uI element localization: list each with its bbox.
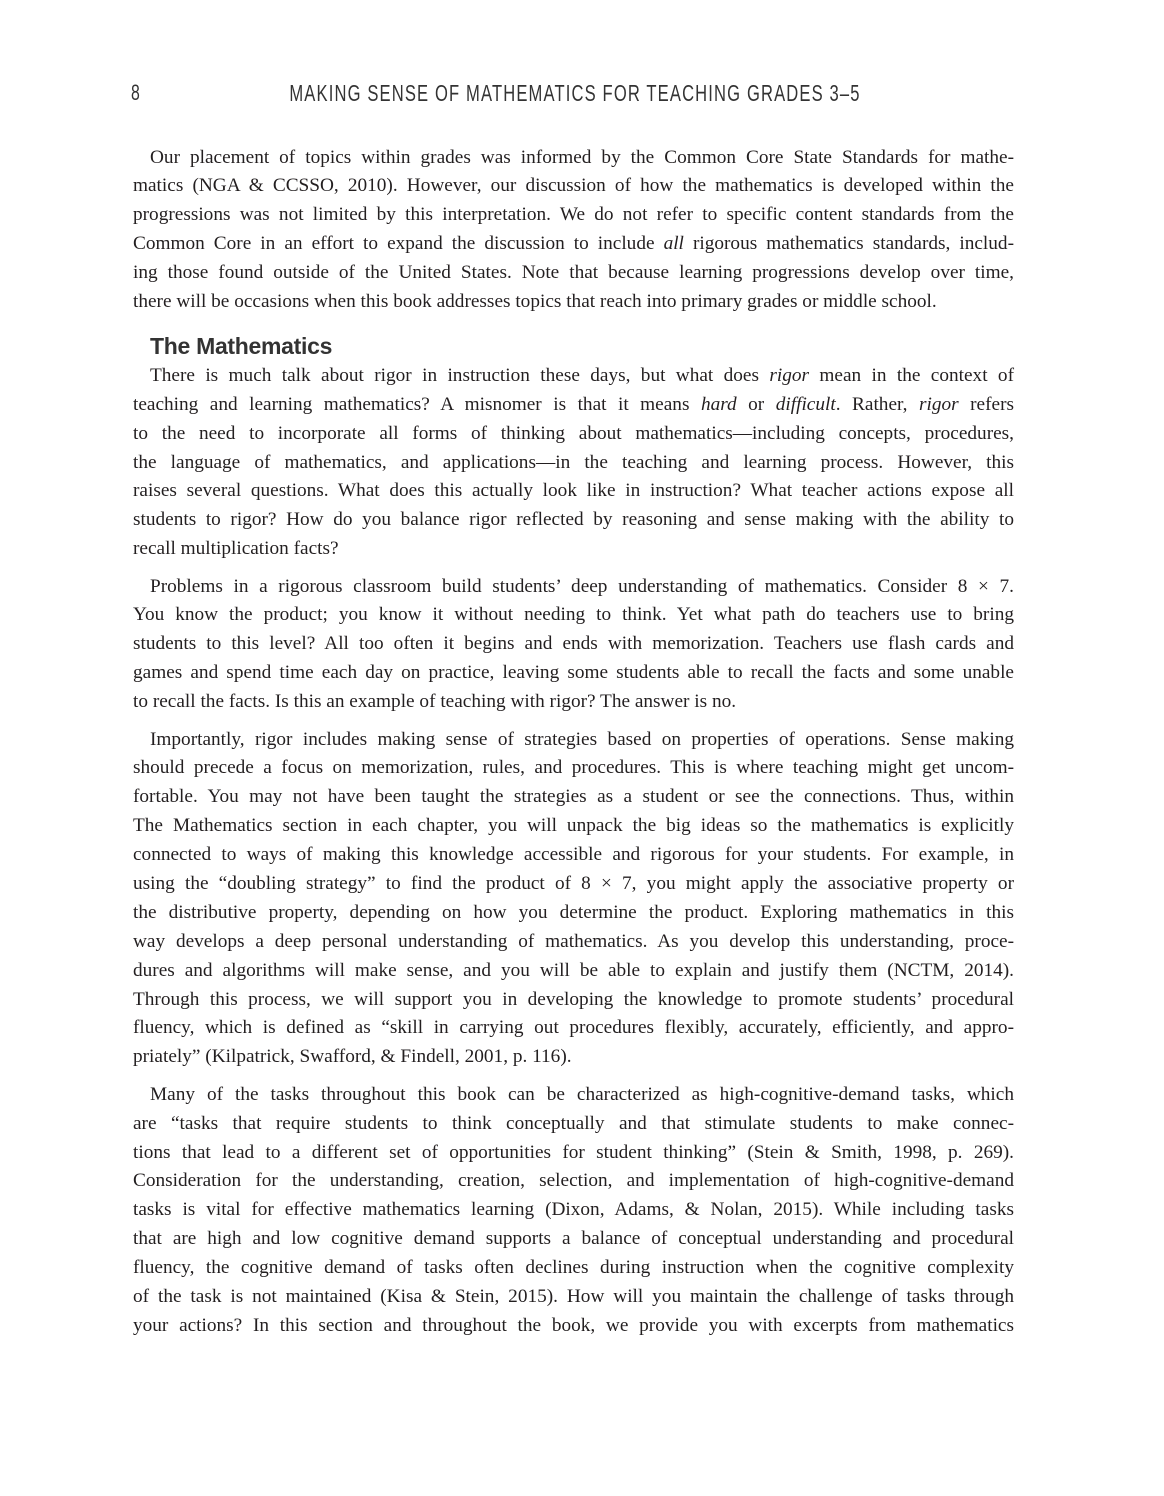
emphasis: difficult	[775, 393, 836, 415]
text-line: games and spend time each day on practice, leaving some students able to recall the facts and some unable	[133, 662, 1014, 684]
text-line: students to rigor? How do you balance rigor reflected by reasoning and sense making with the ability to	[133, 509, 1014, 531]
page-number: 8	[131, 80, 140, 105]
page-body	[133, 144, 1014, 1350]
text-line: students to this level? All too often it begins and ends with memorization. Teachers use flash cards and	[133, 633, 1014, 655]
text-line: You know the product; you know it without needing to think. Yet what path do teachers use to bring	[133, 604, 1014, 626]
text-line: ing those found outside of the United States. Note that because learning progressions develop over time,	[133, 262, 1014, 284]
text-line: priately” (Kilpatrick, Swafford, & Findell, 2001, p. 116).	[133, 1046, 572, 1068]
text-line: there will be occasions when this book addresses topics that reach into primary grades or middle school.	[133, 290, 937, 312]
running-head	[0, 78, 1164, 108]
text-line: Common Core in an effort to expand the discussion to include all rigorous mathematics standards, includ-	[133, 233, 1014, 255]
section-body	[133, 362, 1014, 1341]
text-line: connected to ways of making this knowledge accessible and rigorous for your students. For example, in	[133, 844, 1014, 866]
text-line: the language of mathematics, and applications—in the teaching and learning process. However, this	[133, 451, 1014, 473]
text-line: using the “doubling strategy” to find the product of 8 × 7, you might apply the associative property or	[133, 872, 1014, 894]
text-line: the distributive property, depending on how you determine the product. Exploring mathematics in this	[133, 901, 1014, 923]
text-line: fluency, the cognitive demand of tasks often declines during instruction when the cognitive complexity	[133, 1257, 1014, 1279]
text-line: Our placement of topics within grades was informed by the Common Core State Standards for mathe-	[150, 146, 1014, 168]
emphasis: all	[663, 233, 684, 255]
text-line: are “tasks that require students to think conceptually and that stimulate students to make connec-	[133, 1112, 1014, 1134]
intro-paragraph	[133, 144, 1014, 317]
text-line: teaching and learning mathematics? A misnomer is that it means hard or difficult. Rather, rigor refers	[133, 393, 1015, 415]
text-line: Through this process, we will support you in developing the knowledge to promote students’ procedural	[133, 988, 1014, 1010]
text-line: fortable. You may not have been taught the strategies as a student or see the connections. Thus, within	[133, 786, 1014, 808]
body-paragraph	[133, 1081, 1014, 1341]
text-line: Many of the tasks throughout this book can be characterized as high-cognitive-demand tasks, which	[150, 1083, 1014, 1105]
text-line: Importantly, rigor includes making sense of strategies based on properties of operations. Sense making	[150, 728, 1014, 750]
text-line: tions that lead to a different set of opportunities for student thinking” (Stein & Smith, 1998, p. 269).	[133, 1141, 1014, 1163]
body-paragraph	[133, 726, 1014, 1073]
text-line: to the need to incorporate all forms of thinking about mathematics—including concepts, procedures,	[133, 422, 1014, 444]
text-line: progressions was not limited by this interpretation. We do not refer to specific content standards from the	[133, 204, 1014, 226]
text-line: matics (NGA & CCSSO, 2010). However, our discussion of how the mathematics is developed within the	[133, 175, 1014, 197]
emphasis: rigor	[769, 364, 810, 386]
text-line: Problems in a rigorous classroom build students’ deep understanding of mathematics. Consider 8 × 7.	[150, 575, 1014, 597]
body-paragraph	[133, 362, 1014, 564]
section-heading: The Mathematics	[150, 332, 333, 359]
body-paragraph	[133, 573, 1014, 717]
text-line: that are high and low cognitive demand supports a balance of conceptual understanding and procedural	[133, 1228, 1014, 1250]
text-line: of the task is not maintained (Kisa & Stein, 2015). How will you maintain the challenge of tasks through	[133, 1285, 1014, 1307]
text-line: to recall the facts. Is this an example of teaching with rigor? The answer is no.	[133, 691, 737, 713]
text-line: your actions? In this section and throughout the book, we provide you with excerpts from mathematics	[133, 1314, 1014, 1336]
emphasis: hard	[700, 393, 737, 415]
text-line: Consideration for the understanding, creation, selection, and implementation of high-cognitive-demand	[133, 1170, 1014, 1192]
text-line: fluency, which is defined as “skill in carrying out procedures flexibly, accurately, efficiently, and appro-	[133, 1017, 1014, 1039]
text-line: There is much talk about rigor in instruction these days, but what does rigor mean in the context of	[150, 364, 1014, 386]
text-line: The Mathematics section in each chapter, you will unpack the big ideas so the mathematics is explicitly	[133, 815, 1014, 837]
text-line: should precede a focus on memorization, rules, and procedures. This is where teaching might get uncom-	[133, 757, 1014, 779]
text-line: tasks is vital for effective mathematics learning (Dixon, Adams, & Nolan, 2015). While including tasks	[133, 1199, 1014, 1221]
text-line: way develops a deep personal understanding of mathematics. As you develop this understanding, proce-	[133, 930, 1014, 952]
text-line: recall multiplication facts?	[133, 538, 339, 560]
emphasis: rigor	[918, 393, 959, 415]
text-line: raises several questions. What does this actually look like in instruction? What teacher actions expose all	[133, 480, 1014, 502]
running-title: MAKING SENSE OF MATHEMATICS FOR TEACHING GRADES 3–5	[289, 80, 861, 106]
text-line: dures and algorithms will make sense, and you will be able to explain and justify them (NCTM, 2014).	[133, 959, 1014, 981]
